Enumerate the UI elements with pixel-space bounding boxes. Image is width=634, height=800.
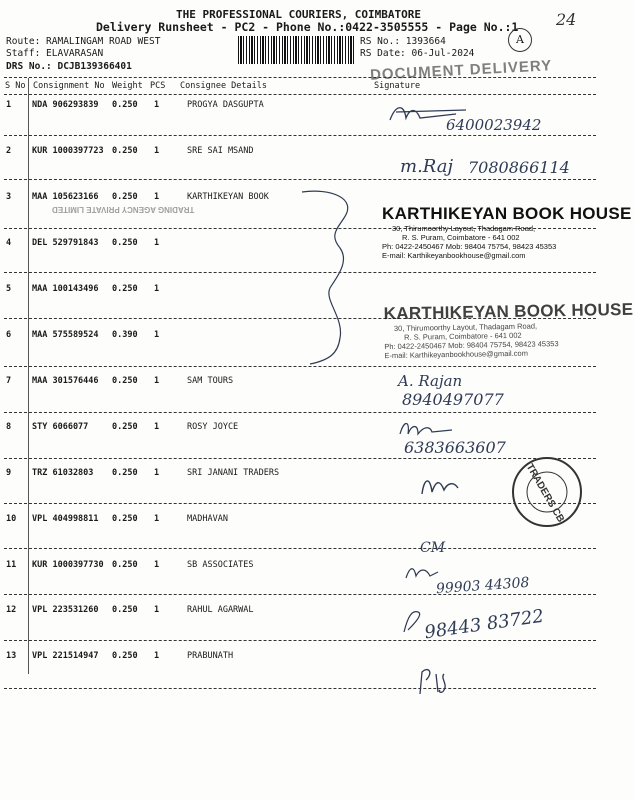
row-4-pcs: 1 bbox=[154, 238, 160, 248]
shop-stamp-2 bbox=[384, 300, 634, 360]
row-13-consignment: VPL 221514947 bbox=[32, 651, 99, 661]
row-11-pcs: 1 bbox=[154, 560, 160, 570]
document-delivery-stamp: DOCUMENT DELIVERY bbox=[369, 57, 553, 84]
row-1-pcs: 1 bbox=[154, 100, 160, 110]
row-4-weight: 0.250 bbox=[112, 238, 138, 248]
row-6-consignment: MAA 575589524 bbox=[32, 330, 99, 340]
row-3-weight: 0.250 bbox=[112, 192, 138, 202]
signature-row-8 bbox=[396, 418, 456, 440]
handwritten-phone-row-8: 6383663607 bbox=[404, 438, 506, 457]
row-separator bbox=[4, 179, 596, 180]
row-13-weight: 0.250 bbox=[112, 651, 138, 661]
company-title: THE PROFESSIONAL COURIERS, COIMBATORE bbox=[176, 8, 422, 21]
row-10-weight: 0.250 bbox=[112, 514, 138, 524]
col-header-weight: Weight bbox=[112, 81, 143, 91]
handwritten-signature-row-10: CM bbox=[420, 540, 446, 556]
handwritten-phone-row-11: 99903 44308 bbox=[435, 574, 530, 598]
row-11-consignee: SB ASSOCIATES bbox=[187, 560, 254, 570]
shop-stamp-1-address: 30, Thirumoorthy Layout, Thadagam Road, bbox=[392, 224, 536, 233]
row-8-pcs: 1 bbox=[154, 422, 160, 432]
shop-stamp-1-email: E-mail: Karthikeyanbookhouse@gmail.com bbox=[382, 251, 526, 260]
row-10-pcs: 1 bbox=[154, 514, 160, 524]
row-5-consignment: MAA 100143496 bbox=[32, 284, 99, 294]
handwritten-name-row-7: A. Rajan bbox=[398, 372, 463, 390]
col-header-pcs: PCS bbox=[150, 81, 166, 91]
row-7-weight: 0.250 bbox=[112, 376, 138, 386]
row-12-sno: 12 bbox=[6, 605, 17, 615]
row-2-sno: 2 bbox=[6, 146, 12, 156]
row-3-pcs: 1 bbox=[154, 192, 160, 202]
row-5-sno: 5 bbox=[6, 284, 12, 294]
shop-stamp-2-email: E-mail: Karthikeyanbookhouse@gmail.com bbox=[384, 348, 529, 361]
shop-stamp-2-city: R. S. Puram, Coimbatore - 641 002 bbox=[404, 330, 522, 342]
handwritten-bracket bbox=[300, 188, 360, 368]
col-header-signature: Signature bbox=[374, 81, 421, 91]
row-separator bbox=[4, 688, 596, 689]
row-1-sno: 1 bbox=[6, 100, 12, 110]
shop-stamp-1-name: KARTHIKEYAN BOOK HOUSE bbox=[382, 204, 632, 223]
signature-row-11 bbox=[402, 562, 442, 582]
row-7-pcs: 1 bbox=[154, 376, 160, 386]
row-12-weight: 0.250 bbox=[112, 605, 138, 615]
col-header-consignment: Consignment No bbox=[33, 81, 105, 91]
row-9-sno: 9 bbox=[6, 468, 12, 478]
row-8-consignment: STY 6066077 bbox=[32, 422, 89, 432]
row-6-weight: 0.390 bbox=[112, 330, 138, 340]
row-1-weight: 0.250 bbox=[112, 100, 138, 110]
row-12-consignee: RAHUL AGARWAL bbox=[187, 605, 254, 615]
handwritten-phone-row-2: 7080866114 bbox=[468, 158, 570, 177]
row-13-consignee: PRABUNATH bbox=[187, 651, 234, 661]
signature-row-13 bbox=[414, 664, 454, 698]
row-10-sno: 10 bbox=[6, 514, 17, 524]
rs-date: RS Date: 06-Jul-2024 bbox=[360, 48, 475, 59]
row-6-pcs: 1 bbox=[154, 330, 160, 340]
row-2-consignee: SRE SAI MSAND bbox=[187, 146, 254, 156]
row-13-sno: 13 bbox=[6, 651, 17, 661]
row-1-consignee: PROGYA DASGUPTA bbox=[187, 100, 264, 110]
row-separator bbox=[4, 640, 596, 641]
row-separator bbox=[4, 412, 596, 413]
barcode bbox=[238, 36, 354, 64]
row-8-consignee: ROSY JOYCE bbox=[187, 422, 239, 432]
row-5-weight: 0.250 bbox=[112, 284, 138, 294]
row-8-weight: 0.250 bbox=[112, 422, 138, 432]
row-separator bbox=[4, 135, 596, 136]
row-4-sno: 4 bbox=[6, 238, 12, 248]
row-3-sno: 3 bbox=[6, 192, 12, 202]
row-10-consignee: MADHAVAN bbox=[187, 514, 228, 524]
row-3-consignee: KARTHIKEYAN BOOK bbox=[187, 192, 269, 202]
corner-handwritten-number: 24 bbox=[556, 10, 577, 29]
row-7-consignee: SAM TOURS bbox=[187, 376, 234, 386]
row-12-pcs: 1 bbox=[154, 605, 160, 615]
table-header-rule bbox=[4, 94, 596, 95]
col-header-sno: S No bbox=[5, 81, 26, 91]
circled-letter-mark: A bbox=[508, 28, 532, 52]
row-2-consignment: KUR 1000397723 bbox=[32, 146, 104, 156]
row-4-consignment: DEL 529791843 bbox=[32, 238, 99, 248]
runsheet-subtitle: Delivery Runsheet - PC2 - Phone No.:0422-3505555 - Page No.:1 bbox=[96, 20, 519, 34]
row-11-weight: 0.250 bbox=[112, 560, 138, 570]
row-12-consignment: VPL 223531260 bbox=[32, 605, 99, 615]
row-7-consignment: MAA 301576446 bbox=[32, 376, 99, 386]
shop-stamp-2-name: KARTHIKEYAN BOOK HOUSE bbox=[383, 299, 634, 324]
row-separator bbox=[4, 548, 596, 549]
staff-label: Staff: ELAVARASAN bbox=[6, 48, 104, 59]
column-divider bbox=[28, 78, 29, 674]
handwritten-signature-row-2: m.Raj bbox=[400, 156, 454, 177]
drs-number: DRS No.: DCJB139366401 bbox=[6, 61, 132, 72]
col-header-consignee: Consignee Details bbox=[180, 81, 267, 91]
row-7-sno: 7 bbox=[6, 376, 12, 386]
row-5-pcs: 1 bbox=[154, 284, 160, 294]
shop-stamp-1-city: R. S. Puram, Coimbatore - 641 002 bbox=[402, 233, 520, 242]
handwritten-phone-row-7: 8940497077 bbox=[402, 390, 504, 409]
row-9-pcs: 1 bbox=[154, 468, 160, 478]
table-top-rule bbox=[4, 77, 596, 78]
row-separator bbox=[4, 594, 596, 595]
rs-number: RS No.: 1393664 bbox=[360, 36, 446, 47]
row-separator bbox=[4, 458, 596, 459]
row-1-consignment: NDA 906293839 bbox=[32, 100, 99, 110]
shop-stamp-2-address: 30, Thirumoorthy Layout, Thadagam Road, bbox=[393, 321, 538, 334]
route-label: Route: RAMALINGAM ROAD WEST bbox=[6, 36, 161, 47]
row-separator bbox=[4, 503, 596, 504]
row-11-consignment: KUR 1000397730 bbox=[32, 560, 104, 570]
shop-stamp-1 bbox=[382, 204, 632, 260]
row-10-consignment: VPL 404998811 bbox=[32, 514, 99, 524]
handwritten-phone-row-1: 6400023942 bbox=[446, 116, 542, 134]
shop-stamp-2-phone: Ph: 0422-2450467 Mob: 98404 75754, 98423 45353 bbox=[384, 339, 559, 352]
faint-agency-stamp: TRADING AGENCY PRIVATE LIMITED bbox=[52, 205, 195, 214]
round-seal-stamp bbox=[510, 455, 584, 529]
row-2-weight: 0.250 bbox=[112, 146, 138, 156]
row-3-consignment: MAA 105623166 bbox=[32, 192, 99, 202]
row-13-pcs: 1 bbox=[154, 651, 160, 661]
shop-stamp-1-phone: Ph: 0422-2450467 Mob: 98404 75754, 98423 45353 bbox=[382, 242, 557, 251]
row-2-pcs: 1 bbox=[154, 146, 160, 156]
row-6-sno: 6 bbox=[6, 330, 12, 340]
row-9-weight: 0.250 bbox=[112, 468, 138, 478]
round-seal-text: TRADERS CB bbox=[523, 462, 566, 525]
row-11-sno: 11 bbox=[6, 560, 17, 570]
row-9-consignment: TRZ 61032803 bbox=[32, 468, 94, 478]
handwritten-phone-row-12: 98443 83722 bbox=[423, 605, 546, 644]
row-9-consignee: SRI JANANI TRADERS bbox=[187, 468, 280, 478]
row-8-sno: 8 bbox=[6, 422, 12, 432]
signature-row-9 bbox=[418, 472, 468, 498]
